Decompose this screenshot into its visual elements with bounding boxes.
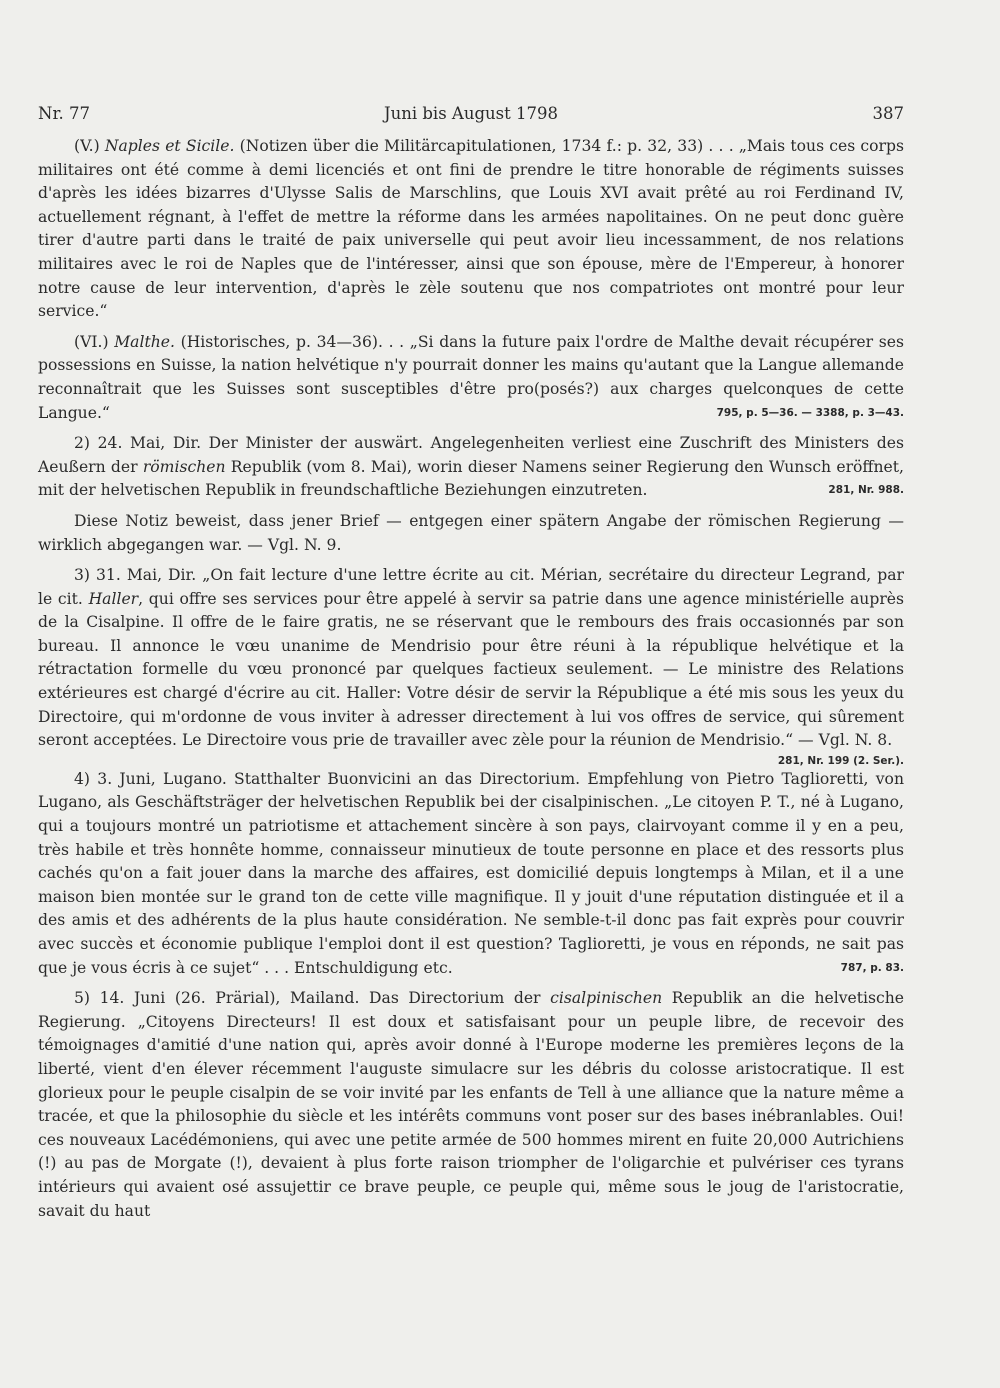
italic-text: cisalpinischen <box>550 989 663 1008</box>
paragraph <box>38 135 904 324</box>
text-run: 2) 24. Mai, Dir. Der Minister der auswärt. Angelegenheiten verliest eine Zuschrift des Ministers des Aeußern der <box>38 434 904 476</box>
source-reference: 787, p. 83. <box>840 961 904 974</box>
text-run: 5) 14. Juni (26. Prärial), Mailand. Das Directorium der <box>74 989 551 1008</box>
text-run: Republik (vom 8. Mai), worin dieser Namens seiner Regierung den Wunsch eröffnet, mit der helvetischen Republik in freundschaftliche Beziehungen einzutreten. <box>38 457 904 500</box>
source-reference: 795, p. 5—36. — 3388, p. 3—43. <box>716 406 904 419</box>
page-header <box>38 104 904 123</box>
paragraph <box>38 768 904 980</box>
paragraph <box>38 331 904 425</box>
text-run: , qui offre ses services pour être appelé à servir sa patrie dans une agence ministérielle auprès de la Cisalpine. Il offre de le faire gratis, ne se réservant que le rembours des frais occasionnés par son bureau. Il annonce le vœu unanime de Mendrisio pour être réuni à la république helvétique et la rétractation formelle du vœu prononcé par quelques factieux seulement. — Le ministre des Relations extérieures est chargé d'écrire au cit. Haller: Votre désir de servir la République a été mis sous les yeux du Directoire, qui m'ordonne de vous inviter à adresser directement à lui vos offres de service, qui sûrement seront acceptées. Le Directoire vous prie de travailler avec zèle pour la réunion de Mendrisio.“ — Vgl. N. 8. <box>38 589 905 750</box>
text-run: (VI.) <box>74 332 115 351</box>
italic-text: römischen <box>142 457 226 476</box>
paragraph <box>38 432 904 503</box>
text-run: 4) 3. Juni, Lugano. Statthalter Buonvicini an das Directorium. Empfehlung von Pietro Taglioretti, von Lugano, als Geschäftsträger der helvetischen Republik bei der cisalpinischen. „Le citoyen P. T., né à Lugano, qui a toujours montré un patriotisme et attachement sincère à son pays, clairvoyant comme il y en a peu, très habile et très honnête homme, connaisseur minutieux de toute personne en place et des ressorts plus cachés qu'on a fait jouer dans la marche des affaires, est domicilié depuis longtemps à Milan, et il a une maison bien montée sur le grand ton de cette ville magnifique. Il y jouit d'une réputation distinguée et il a des amis et des adhérents de la plus haute considération. Ne semble-t-il donc pas fait exprès pour couvrir avec succès et économie publique l'emploi dont il est question? Taglioretti, je vous en réponds, ne sait pas que je vous écris à ce sujet“ . . . Entschuldigung etc. <box>38 769 904 977</box>
paragraph <box>38 987 904 1223</box>
paragraph <box>38 510 904 557</box>
source-reference: 281, Nr. 988. <box>828 484 904 497</box>
text-run: 3) 31. Mai, Dir. „On fait lecture d'une lettre écrite au cit. Mérian, secrétaire du directeur Legrand, par le cit. <box>38 566 904 608</box>
italic-text: Naples et Sicile. <box>104 137 235 155</box>
running-title: Juni bis August 1798 <box>383 104 558 123</box>
italic-text: Haller <box>88 589 139 608</box>
page-number: 387 <box>872 104 904 123</box>
paragraph <box>38 564 904 753</box>
text-run: Republik an die helvetische Regierung. „Citoyens Directeurs! Il est doux et satisfaisant pour un peuple libre, de recevoir des témoignages d'amitié d'une nation qui, après avoir donné à l'Europe moderne les premières leçons de la liberté, vient d'en élever récemment l'auguste simulacre sur les débris du colosse aristocratique. Il est glorieux pour le peuple cisalpin de se voir invité par les enfants de Tell à une alliance que la nature même a tracée, et que la philosophie du siècle et les intérêts communs vont poser sur des bases inébranlables. Oui! ces nouveaux Lacédémoniens, qui avec une petite armée de 500 hommes mirent en fuite 20,000 Autrichiens (!) au pas de Morgate (!), devaient à plus forte raison triompher de l'oligarchie et pulvériser ces tyrans intérieurs qui avaient osé assujettir ce brave peuple, ce peuple qui, même sous le joug de l'aristocratie, savait du haut <box>38 989 905 1220</box>
text-run: Diese Notiz beweist, dass jener Brief — entgegen einer spätern Angabe der römischen Regierung — wirklich abgegangen war. — Vgl. N. 9. <box>38 511 904 554</box>
text-run: (Notizen über die Militärcapitulationen, 1734 f.: p. 32, 33) . . . „Mais tous ces corps militaires ont été comme à demi licenciés et ont fini de prendre le titre honorable de régiments suisses d'après les idées bizarres d'Ulysse Salis de Marschlins, que Louis XVI avait prêté au roi Ferdinand IV, actuellement régnant, à l'effet de mettre la réforme dans les armées napolitaines. On ne peut donc guère tirer d'autre parti dans le traité de paix universelle qui peut avoir lieu incessamment, de nos relations militaires avec le roi de Naples que de l'intéresser, ainsi que son épouse, mère de l'Empereur, à honorer notre cause de leur intervention, d'après le zèle soutenu que nos compatriotes ont montré pour leur service.“ <box>38 137 904 321</box>
source-reference: 281, Nr. 199 (2. Ser.). <box>777 754 904 767</box>
italic-text: Malthe. <box>114 332 175 351</box>
body-text <box>38 135 904 1223</box>
document-number: Nr. 77 <box>38 104 90 123</box>
text-run: (Historisches, p. 34—36). . . „Si dans la future paix l'ordre de Malthe devait récupérer ses possessions en Suisse, la nation helvétique n'y pourrait donner les mains qu'autant que la Langue allemande reconnaîtrait que les Suisses sont susceptibles d'être pro(posés?) aux charges quelconques de cette Langue.“ <box>38 332 904 422</box>
text-run: (V.) <box>74 137 105 155</box>
